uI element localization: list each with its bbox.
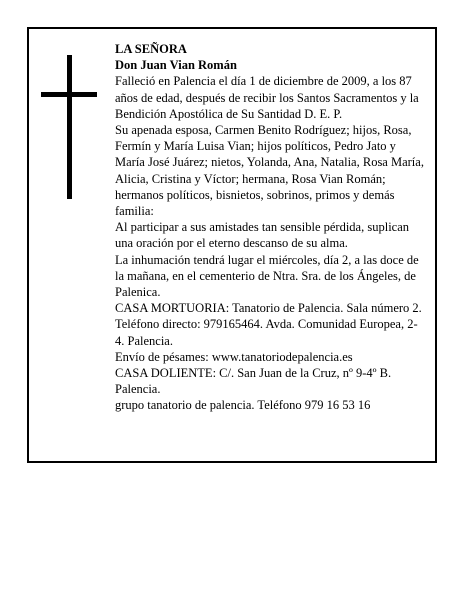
family-home-address: CASA DOLIENTE: C/. San Juan de la Cruz, nº 9-4º B. Palencia. — [115, 366, 392, 397]
cross-icon — [41, 55, 97, 199]
cross-vertical-bar — [67, 55, 72, 199]
prayer-request: Al participar a sus amistades tan sensible pérdida, suplican una oración por el eterno descanso de su alma. — [115, 220, 410, 251]
obituary-notice — [27, 27, 437, 463]
funeral-group-contact: grupo tanatorio de palencia. Teléfono 979 16 53 16 — [115, 398, 371, 413]
family-list: Su apenada esposa, Carmen Benito Rodríguez; hijos, Rosa, Fermín y María Luisa Vian; hijos políticos, Pedro Jato y María José Juárez; nietos, Yolanda, Ana, Natalia, Rosa María, Alicia, Cristina y Víctor; hermana, Rosa Vian Román; hermanos políticos, bisnietos, sobrinos, primos y demás familia: — [115, 123, 424, 219]
burial-details: La inhumación tendrá lugar el miércoles, día 2, a las doce de la mañana, en el cementerio de Ntra. Sra. de los Ángeles, de Palenica. — [115, 252, 419, 300]
condolences-website: Envío de pésames: www.tanatoriodepalencia.es — [115, 349, 353, 364]
notice-title: LA SEÑORA — [115, 42, 187, 56]
notice-body — [115, 41, 425, 414]
death-announcement: Falleció en Palencia el día 1 de diciembre de 2009, a los 87 años de edad, después de recibir los Santos Sacramentos y la Bendición Apostólica de Su Santidad D. E. P. — [115, 74, 419, 121]
cross-horizontal-bar — [41, 92, 97, 97]
funeral-home-details: CASA MORTUORIA: Tanatorio de Palencia. Sala número 2. Teléfono directo: 979165464. Avda. Comunidad Europea, 2-4. Palencia. — [115, 301, 422, 348]
deceased-name: Don Juan Vian Román — [115, 58, 237, 73]
